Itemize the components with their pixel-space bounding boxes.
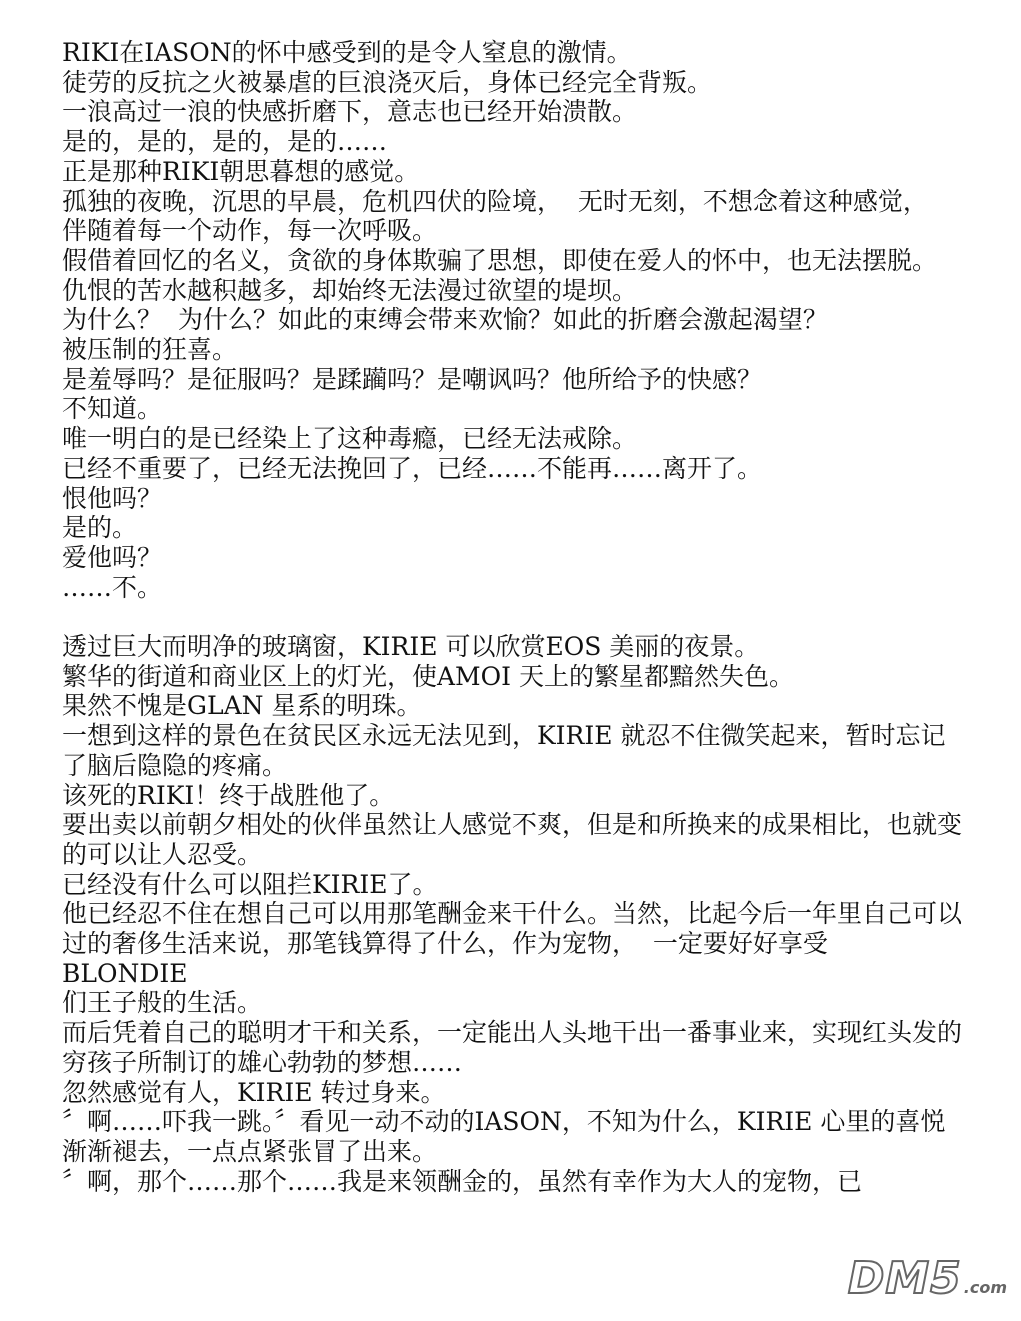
paragraph: 果然不愧是GLAN 星系的明珠。	[62, 691, 422, 721]
paragraph: 〞啊……吓我一跳。〞看见一动不动的IASON，不知为什么，KIRIE 心里的喜悦渐渐褪去，一点点紧张冒了出来。	[62, 1107, 946, 1166]
paragraph: 已经不重要了，已经无法挽回了，已经……不能再……离开了。	[62, 453, 763, 483]
paragraph: 们王子般的生活。	[62, 988, 263, 1018]
site-watermark-logo	[847, 1253, 1007, 1304]
paragraph-spacer	[62, 602, 962, 632]
paragraph: 而后凭着自己的聪明才干和关系，一定能出人头地干出一番事业来，实现红头发的穷孩子所制订的雄心勃勃的梦想……	[62, 1018, 963, 1077]
paragraph: RIKI在IASON的怀中感受到的是令人窒息的激情。	[62, 38, 632, 67]
watermark-main-text: DM5	[847, 1253, 962, 1304]
paragraph: 透过巨大而明净的玻璃窗，KIRIE 可以欣赏EOS 美丽的夜景。	[62, 632, 760, 662]
paragraph: 不知道。	[62, 394, 163, 424]
paragraph: 忽然感觉有人，KIRIE 转过身来。	[62, 1077, 446, 1107]
paragraph: ……不。	[62, 572, 163, 602]
paragraph: 假借着回忆的名义，贪欲的身体欺骗了思想，即使在爱人的怀中，也无法摆脱。	[62, 245, 938, 275]
paragraph: 一想到这样的景色在贫民区永远无法见到，KIRIE 就忍不住微笑起来，暂时忘记了脑后隐隐的疼痛。	[62, 721, 946, 780]
paragraph: 繁华的街道和商业区上的灯光，使AMOI 天上的繁星都黯然失色。	[62, 661, 794, 691]
paragraph: 仇恨的苦水越积越多，却始终无法漫过欲望的堤坝。	[62, 275, 638, 305]
document-body	[62, 38, 962, 1196]
paragraph: 正是那种RIKI朝思暮想的感觉。	[62, 156, 420, 186]
paragraph: 徒劳的反抗之火被暴虐的巨浪浇灭后，身体已经完全背叛。	[62, 67, 713, 97]
paragraph: 要出卖以前朝夕相处的伙伴虽然让人感觉不爽，但是和所换来的成果相比，也就变的可以让人忍受。	[62, 810, 963, 869]
paragraph: 爱他吗？	[62, 542, 163, 572]
paragraph: 唯一明白的是已经染上了这种毒瘾，已经无法戒除。	[62, 424, 638, 454]
paragraph: 是的，是的，是的，是的……	[62, 127, 388, 157]
paragraph: 该死的RIKI！终于战胜他了。	[62, 780, 395, 810]
paragraph: 是的。	[62, 513, 138, 543]
paragraph: 他已经忍不住在想自己可以用那笔酬金来干什么。当然，比起今后一年里自己可以过的奢侈生活来说，那笔钱算得了什么，作为宠物， 一定要好好享受	[62, 899, 963, 959]
paragraph: 被压制的狂喜。	[62, 335, 238, 365]
paragraph: 孤独的夜晚，沉思的早晨，危机四伏的险境， 无时无刻，不想念着这种感觉， 伴随着每一个动作，每一次呼吸。	[62, 186, 944, 246]
paragraph: 一浪高过一浪的快感折磨下，意志也已经开始溃散。	[62, 97, 638, 127]
paragraph: 为什么？ 为什么？如此的束缚会带来欢愉？如此的折磨会激起渴望？	[62, 305, 828, 335]
paragraph: 是羞辱吗？是征服吗？是蹂躏吗？是嘲讽吗？他所给予的快感？	[62, 364, 763, 394]
watermark-domain-text: .com	[963, 1278, 1007, 1297]
paragraph: BLONDIE	[62, 958, 188, 988]
paragraph: 已经没有什么可以阻拦KIRIE了。	[62, 869, 438, 899]
paragraph: 恨他吗？	[62, 483, 163, 513]
paragraph: 〞啊，那个……那个……我是来领酬金的，虽然有幸作为大人的宠物，已	[62, 1166, 863, 1196]
